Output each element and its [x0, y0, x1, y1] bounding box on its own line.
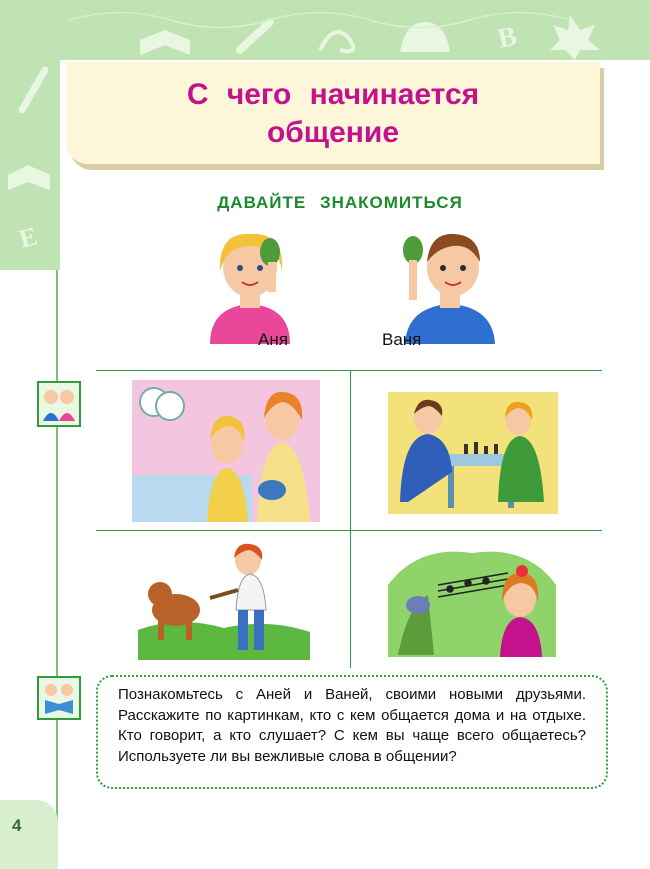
svg-text:B: B	[495, 20, 520, 55]
page-number: 4	[12, 816, 22, 835]
section-subtitle: ДАВАЙТЕ ЗНАКОМИТЬСЯ	[217, 193, 463, 212]
page-title-line-1: С чего начинается	[186, 78, 480, 111]
girl-with-bird-scene-illustration	[388, 545, 556, 657]
title-box	[66, 62, 600, 164]
chess-scene-illustration	[388, 392, 558, 514]
left-band-doodles	[0, 0, 60, 270]
kids-talking-icon	[37, 381, 81, 427]
left-decorative-band	[0, 0, 60, 270]
grid-line-vertical	[350, 370, 351, 668]
pencil-icon	[22, 70, 45, 110]
girl-anya-illustration	[190, 222, 310, 344]
boy-name-label: Ваня	[382, 330, 422, 349]
task-box	[96, 675, 608, 789]
grid-line-middle	[96, 530, 602, 531]
boy-with-dog-scene-illustration	[138, 540, 310, 660]
kids-reading-icon	[37, 676, 81, 720]
margin-line	[56, 270, 58, 869]
page-title-line-2: общение	[266, 116, 400, 149]
girl-name-label: Аня	[258, 330, 288, 349]
grid-line-top	[96, 370, 602, 371]
leaf-icon	[550, 15, 600, 60]
book-icon	[8, 165, 50, 190]
task-text: Познакомьтесь с Аней и Ваней, своими новыми друзьями. Расскажите по картинкам, кто с кем общается дома и на отдыхе. Кто говорит, а кто слушает? С кем вы чаще всего общаетесь? Используете ли вы вежливые слова в общении?	[118, 686, 586, 765]
boy-vanya-illustration	[395, 222, 505, 344]
book-icon	[140, 30, 190, 55]
page-corner	[0, 800, 58, 869]
band-doodles	[0, 0, 650, 60]
kitchen-scene-illustration	[132, 380, 320, 522]
top-decorative-band	[0, 0, 650, 60]
svg-text:Е: Е	[16, 221, 41, 254]
